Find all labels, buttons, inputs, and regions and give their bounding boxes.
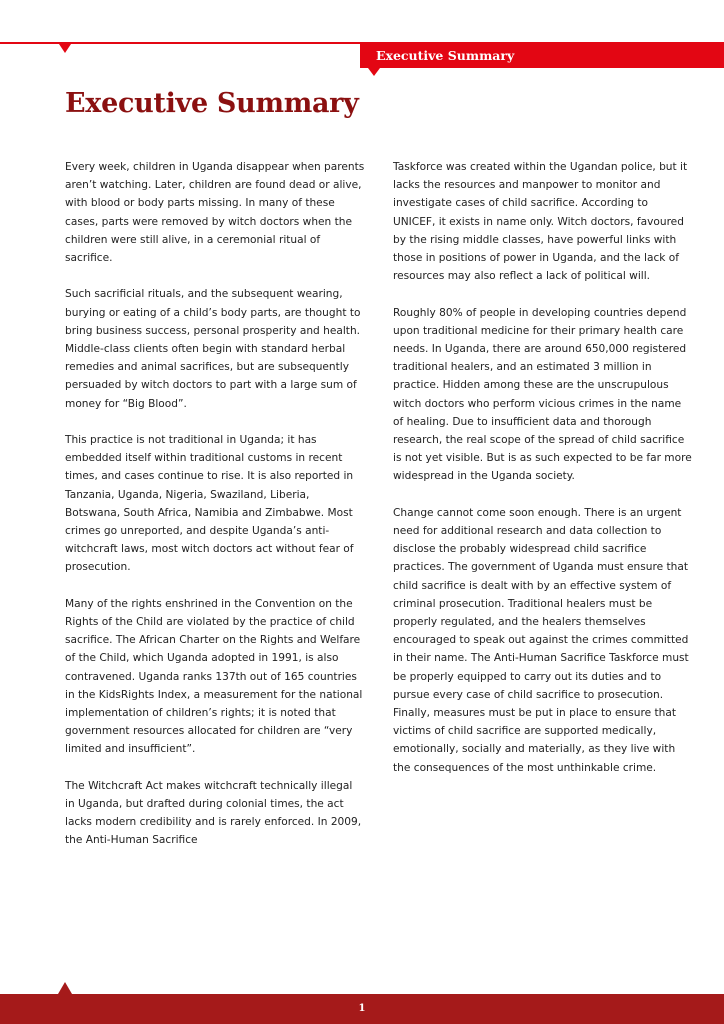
- paragraph: Such sacrificial rituals, and the subsequent wearing, burying or eating of a child’s body parts, are thought to bring business success, personal prosperity and health. Middle-class clients often begin with standard herbal remedies and animal sacrifices, but are subsequently persuaded by witch doctors to part with a large sum of money for “Big Blood”.: [65, 288, 361, 410]
- paragraph: This practice is not traditional in Uganda; it has embedded itself within traditional customs in recent times, and cases continue to rise. It is also reported in Tanzania, Uganda, Nigeria, Swaziland, Liberia, Botswana, South Africa, Namibia and Zimbabwe. Most crimes go unreported, and despite Uganda’s anti-witchcraft laws, most witch doctors act without fear of prosecution.: [65, 434, 354, 574]
- footer-triangle-marker: [58, 982, 72, 994]
- right-column: [393, 158, 693, 777]
- paragraph: Taskforce was created within the Ugandan police, but it lacks the resources and manpower to monitor and investigate cases of child sacrifice. According to UNICEF, it exists in name only. Witch doctors, favoured by the rising middle classes, have powerful links with those in positions of power in Uganda, and the lack of resources may also reflect a lack of political will.: [393, 161, 688, 283]
- paragraph: Many of the rights enshrined in the Convention on the Rights of the Child are violated by the practice of child sacrifice. The African Charter on the Rights and Welfare of the Child, which Uganda adopted in 1991, is also contravened. Uganda ranks 137th out of 165 countries in the KidsRights Index, a measurement for the national implementation of children’s rights; it is noted that government resources allocated for children are “very limited and insufficient”.: [65, 597, 363, 756]
- paragraph: Every week, children in Uganda disappear when parents aren’t watching. Later, children are found dead or alive, with blood or body parts missing. In many of these cases, parts were removed by witch doctors when the children were still alive, in a ceremonial ritual of sacrifice.: [65, 161, 365, 265]
- section-tab: Executive Summary: [360, 44, 724, 68]
- paragraph: Roughly 80% of people in developing countries depend upon traditional medicine for their primary health care needs. In Uganda, there are around 650,000 registered traditional healers, and an estimated 3 million in practice. Hidden among these are the unscrupulous witch doctors who perform vicious crimes in the name of healing. Due to insufficient data and thorough research, the real scope of the spread of child sacrifice is not yet visible. But is as such expected to be far more widespread in the Uganda society.: [393, 306, 692, 483]
- section-tab-pointer: [368, 68, 380, 76]
- page-number: 1: [358, 1003, 366, 1014]
- left-column: [65, 158, 365, 850]
- page-title: Executive Summary: [65, 88, 359, 119]
- paragraph: The Witchcraft Act makes witchcraft technically illegal in Uganda, but drafted during colonial times, the act lacks modern credibility and is rarely enforced. In 2009, the Anti-Human Sacrifice: [65, 779, 362, 847]
- header-triangle-marker: [59, 44, 71, 53]
- paragraph: Change cannot come soon enough. There is an urgent need for additional research and data collection to disclose the probably widespread child sacrifice practices. The government of Uganda must ensure that child sacrifice is dealt with by an effective system of criminal prosecution. Traditional healers must be properly regulated, and the healers themselves encouraged to speak out against the crimes committed in their name. The Anti-Human Sacrifice Taskforce must be properly equipped to carry out its duties and to pursue every case of child sacrifice to prosecution. Finally, measures must be put in place to ensure that victims of child sacrifice are supported medically, emotionally, socially and materially, as they live with the consequences of the most unthinkable crime.: [393, 506, 689, 774]
